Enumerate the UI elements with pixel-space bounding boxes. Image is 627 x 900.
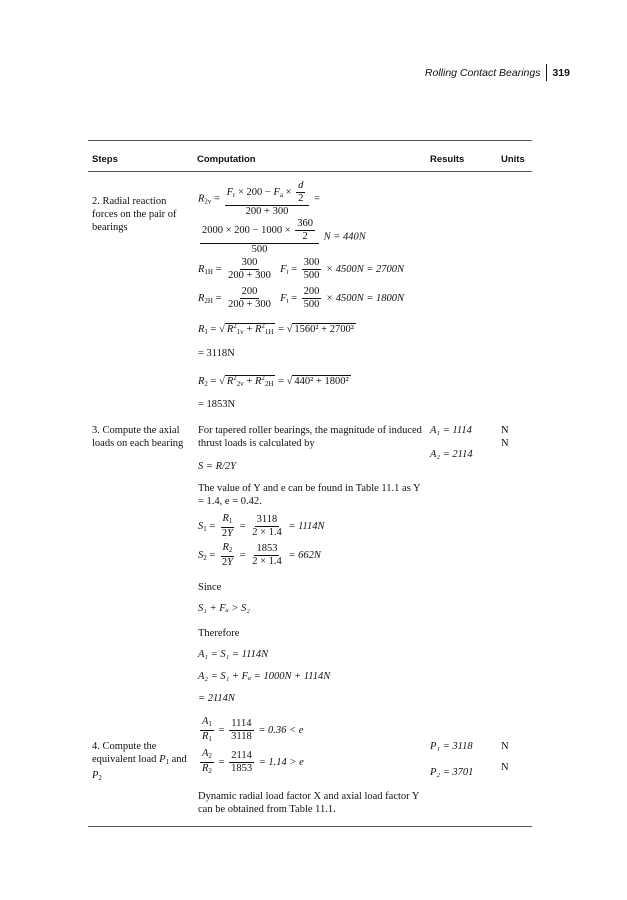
step-4-text: Dynamic radial load factor X and axial load factor Y can be obtained from Table 11.1. bbox=[198, 791, 420, 815]
eq-r1h: $R_{1H}$ = $\frac{300}{200 + 300}$ $F_t$ = $\frac{300}{500}$ × 4500N = 2700N bbox=[198, 257, 405, 281]
result-p2: P₂ = 3701 bbox=[430, 767, 474, 778]
col-header-results: Results bbox=[430, 154, 465, 165]
eq-ratio-1: $\frac{A_1}{R_1}$ = $\frac{1114}{3118}$ = 0.36 < e bbox=[202, 716, 304, 743]
eq-r2: $R_2$ = √ $R^2_{2v} + R^2_{2H}$ = √ 440² + 1800² bbox=[198, 374, 349, 388]
unit-p2: N bbox=[501, 762, 509, 773]
step-4-label: 4. Compute the equivalent load $P_1$ and $P_2$ bbox=[92, 741, 187, 782]
header-divider bbox=[546, 64, 547, 81]
eq-s2: $S_2$ = $\frac{R_2}{2Y}$ = $\frac{1853}{2 \times 1.4}$ = 662N bbox=[198, 542, 321, 568]
result-a2: A₂ = 2114 bbox=[430, 449, 473, 460]
running-header bbox=[425, 64, 570, 81]
col-header-units: Units bbox=[501, 154, 525, 165]
unit-a1: N bbox=[501, 425, 509, 436]
table-bottom-rule bbox=[88, 826, 532, 827]
result-a1: A₁ = 1114 bbox=[430, 425, 472, 436]
result-p1: P₁ = 3118 bbox=[430, 741, 473, 752]
table-top-rule bbox=[88, 140, 532, 141]
page-number: 319 bbox=[552, 66, 570, 79]
eq-inequality: S₁ + Fₐ > S₂ bbox=[198, 603, 250, 614]
eq-r2v: $R_{2v}$ = $F_r \times 200 - F_a$ × $\frac{d}{2}$ 200 + 300 = bbox=[198, 180, 320, 217]
header-bottom-rule bbox=[88, 171, 532, 172]
therefore-label: Therefore bbox=[198, 628, 240, 639]
col-header-steps: Steps bbox=[92, 154, 118, 165]
eq-a2-value: = 2114N bbox=[198, 693, 235, 704]
unit-p1: N bbox=[501, 741, 509, 752]
since-label: Since bbox=[198, 582, 222, 593]
running-title: Rolling Contact Bearings bbox=[424, 66, 541, 79]
eq-s1: $S_1$ = $\frac{R_1}{2Y}$ = $\frac{3118}{2 \times 1.4}$ = 1114N bbox=[198, 513, 325, 539]
eq-s-formula: S = R/2Y bbox=[198, 461, 237, 472]
eq-r2v-value: 2000 × 200 − 1000 × $\frac{360}{2}$ 500 N = 440N bbox=[202, 218, 366, 255]
eq-ratio-2: $\frac{A_2}{R_2}$ = $\frac{2114}{1853}$ = 1.14 > e bbox=[202, 748, 304, 775]
step-3-text: For tapered roller bearings, the magnitude of induced thrust loads is calculated by bbox=[198, 425, 422, 449]
eq-r2-value: = 1853N bbox=[198, 399, 236, 410]
eq-r1: $R_1$ = √ $R^2_{1v} + R^2_{1H}$ = √ 1560² + 2700² bbox=[198, 322, 354, 336]
step-2-label: 2. Radial reaction forces on the pair of bearings bbox=[92, 196, 177, 233]
eq-a1: A₁ = S₁ = 1114N bbox=[198, 649, 269, 660]
step-3-text-2: The value of Y and e can be found in Table 11.1 as Y = 1.4, e = 0.42. bbox=[198, 483, 421, 507]
unit-a2: N bbox=[501, 438, 509, 449]
eq-r1-value: = 3118N bbox=[198, 348, 235, 359]
col-header-computation: Computation bbox=[197, 154, 256, 165]
eq-a2: A₂ = S₁ + Fₐ = 1000N + 1114N bbox=[198, 671, 331, 682]
step-3-label: 3. Compute the axial loads on each bearing bbox=[92, 425, 184, 449]
eq-r2h: $R_{2H}$ = $\frac{200}{200 + 300}$ $F_t$ = $\frac{200}{500}$ × 4500N = 1800N bbox=[198, 286, 405, 310]
